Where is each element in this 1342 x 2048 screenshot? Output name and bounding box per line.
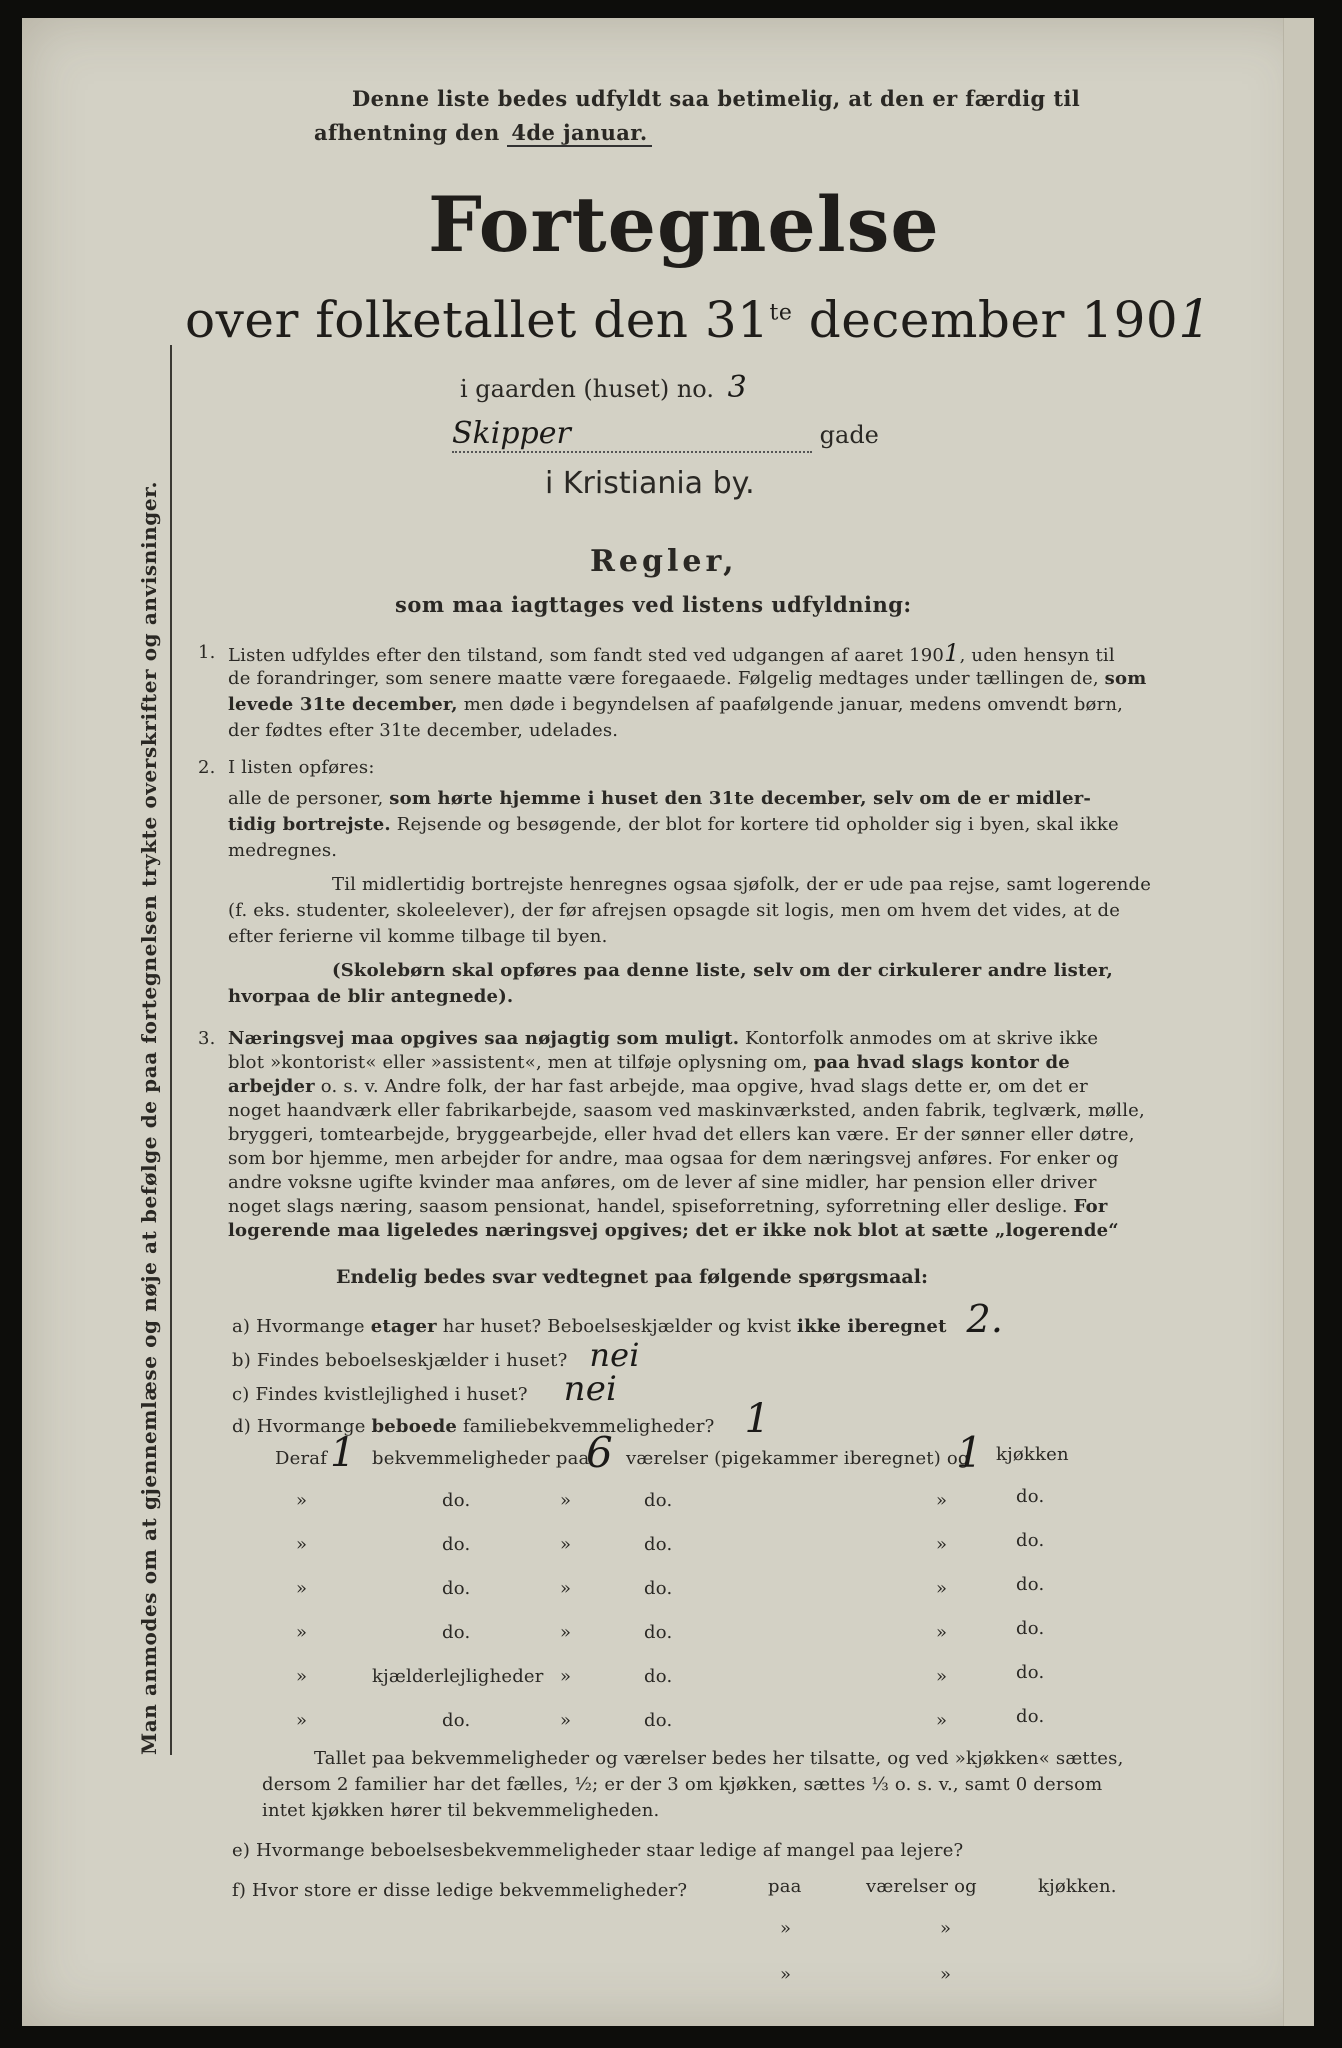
- rule-1-line-3-b: men døde i begyndelsen af paafølgende januar, medens omvendt børn,: [463, 694, 1124, 715]
- rule-3-line-5: bryggeri, tomtearbejde, bryggearbejde, eller hvad det ellers kan være. Er der sønner eller døtre,: [228, 1124, 1135, 1145]
- answer-b-hand: nei: [589, 1336, 640, 1374]
- house-number-hand: 3: [727, 370, 747, 405]
- questions-heading: Endelig bedes svar vedtegnet paa følgende spørgsmaal:: [336, 1266, 928, 1288]
- row-col-3: do.: [1016, 1530, 1045, 1551]
- note-line-2: dersom 2 familier har det fælles, ½; er der 3 om kjøkken, sættes ⅓ o. s. v., samt 0 dersom: [262, 1774, 1103, 1795]
- city-line: i Kristiania by.: [545, 466, 755, 501]
- subtitle-sup: te: [769, 300, 793, 326]
- row-quote-1: »: [296, 1490, 308, 1511]
- question-e: [232, 1838, 963, 1864]
- note-line-3: intet kjøkken hører til bekvemmeligheden.: [262, 1800, 660, 1821]
- rule-1-number: 1.: [198, 642, 216, 663]
- row-col-1: do.: [442, 1622, 471, 1643]
- deraf-row: [296, 1488, 1096, 1518]
- deraf-row: [296, 1708, 1096, 1738]
- rule-3-line-4: noget haandværk eller fabrikarbejde, saasom ved maskinværksted, anden fabrik, teglværk, mølle,: [228, 1100, 1145, 1121]
- rule-1-year-hand: 1: [944, 639, 960, 667]
- question-e-label: e): [232, 1840, 251, 1861]
- rules-heading: Regler,: [590, 544, 738, 579]
- question-d: [232, 1396, 771, 1442]
- deraf-row: [296, 1532, 1096, 1562]
- f-row-quote: »: [940, 1918, 952, 1939]
- row-col-3: do.: [1016, 1618, 1045, 1639]
- subtitle-prefix: over folketallet den 31: [185, 291, 770, 349]
- question-b-text: Findes beboelseskjælder i huset?: [256, 1350, 568, 1371]
- deraf-row: [296, 1576, 1096, 1606]
- row-col-2: do.: [644, 1622, 673, 1643]
- subtitle-suffix: december 190: [808, 291, 1179, 349]
- question-a-text-2: har huset? Beboelseskjælder og kvist: [442, 1316, 792, 1337]
- rule-3-line-1-b: Kontorfolk anmodes om at skrive ikke: [745, 1028, 1099, 1049]
- row-col-1: do.: [442, 1578, 471, 1599]
- deraf-col-2: værelser (pigekammer iberegnet) og: [626, 1448, 970, 1469]
- rule-3-number: 3.: [198, 1028, 216, 1049]
- question-d-label: d): [232, 1416, 251, 1437]
- row-col-1: do.: [442, 1534, 471, 1555]
- rule-2-line-2-bold: tidig bortrejste.: [228, 814, 391, 835]
- question-a-bold-2: ikke iberegnet: [797, 1316, 947, 1337]
- side-rule: [170, 345, 172, 1755]
- pickup-date: 4de januar.: [507, 120, 651, 147]
- rule-2-line-1: [228, 786, 1091, 812]
- note-line-1: Tallet paa bekvemmeligheder og værelser bedes her tilsatte, og ved »kjøkken« sættes,: [314, 1748, 1124, 1769]
- rule-1-line-1: [228, 640, 1144, 669]
- house-label: i gaarden (huset) no.: [460, 375, 714, 403]
- row-quote-1: »: [296, 1534, 308, 1555]
- question-a: [232, 1297, 1004, 1341]
- rule-3-line-8-bold: For: [1073, 1196, 1108, 1217]
- deraf-col-3: kjøkken: [996, 1444, 1069, 1465]
- row-col-2: do.: [644, 1666, 673, 1687]
- question-e-text: Hvormange beboelsesbekvemmeligheder staar ledige af mangel paa lejere?: [256, 1840, 964, 1861]
- rule-1-line-2-a: de forandringer, som senere maatte være foregaaede. Følgelig medtages under tællingen de,: [228, 668, 1099, 689]
- rule-1-line-2: [228, 666, 1146, 692]
- row-quote-2: »: [560, 1578, 572, 1599]
- rule-1-line-2-bold: som: [1104, 668, 1147, 689]
- rule-3-line-3-b: o. s. v. Andre folk, der har fast arbejde, maa opgive, hvad slags dette er, om det er: [320, 1076, 1088, 1097]
- notice-line-1: Denne liste bedes udfyldt saa betimelig, at den er færdig til: [352, 86, 1081, 111]
- deraf-row: [296, 1620, 1096, 1650]
- row-col-1: do.: [442, 1490, 471, 1511]
- row-col-1: kjælderlejligheder: [372, 1666, 544, 1687]
- row-col-3: do.: [1016, 1662, 1045, 1683]
- deraf-row: [296, 1664, 1096, 1694]
- side-instruction: Man anmodes om at gjennemlæse og nøje at befølge de paa fortegnelsen trykte overskrifter og anvisninger.: [137, 480, 161, 1755]
- rule-3-line-1: [228, 1026, 1098, 1052]
- question-d-text-2: familiebekvemmeligheder?: [462, 1416, 715, 1437]
- row-quote-2: »: [560, 1490, 572, 1511]
- question-c: [232, 1369, 618, 1409]
- rule-3-line-2: [228, 1050, 1070, 1076]
- row-quote-1: »: [296, 1666, 308, 1687]
- question-a-label: a): [232, 1316, 251, 1337]
- page-title: Fortegnelse: [428, 180, 940, 269]
- question-a-text-1: Hvormange: [256, 1316, 365, 1337]
- row-quote-3: »: [936, 1710, 948, 1731]
- rule-1-line-3: [228, 692, 1123, 718]
- row-col-2: do.: [644, 1578, 673, 1599]
- deraf-rows: [296, 1488, 1096, 1748]
- row-col-2: do.: [644, 1534, 673, 1555]
- question-f-col-2: værelser og: [866, 1876, 977, 1897]
- notice-line-2-prefix: afhentning den: [314, 120, 500, 145]
- page-edge: [1283, 18, 1314, 2026]
- street-line: [452, 416, 879, 453]
- row-quote-3: »: [936, 1578, 948, 1599]
- question-f: [232, 1878, 687, 1904]
- rule-2-p3-line-2: hvorpaa de blir antegnede).: [228, 986, 514, 1007]
- deraf-count-hand: 1: [330, 1430, 356, 1476]
- rule-2-line-1-a: alle de personer,: [228, 788, 384, 809]
- rule-1-line-3-bold: levede 31te december,: [228, 694, 458, 715]
- rule-2-line-3: medregnes.: [228, 840, 338, 861]
- rule-3-line-7: andre voksne ugifte kvinder maa anføres, om de lever af sine midler, har pension eller driver: [228, 1172, 1097, 1193]
- row-col-3: do.: [1016, 1706, 1045, 1727]
- rule-2-p2-line-1: Til midlertidig bortrejste henregnes ogsaa sjøfolk, der er ude paa rejse, samt logerende: [332, 874, 1152, 895]
- rule-3-line-3: [228, 1074, 1088, 1100]
- answer-c-hand: nei: [563, 1369, 618, 1409]
- row-quote-2: »: [560, 1710, 572, 1731]
- question-b-label: b): [232, 1350, 251, 1371]
- row-quote-1: »: [296, 1578, 308, 1599]
- rule-2-number: 2.: [198, 757, 216, 778]
- rule-1-line-1-a: Listen udfyldes efter den tilstand, som fandt sted ved udgangen af aaret 190: [228, 645, 945, 666]
- answer-a-hand: 2.: [966, 1297, 1004, 1341]
- rule-3-line-2-bold: paa hvad slags kontor de: [813, 1052, 1070, 1073]
- rule-2-line-1-bold: som hørte hjemme i huset den 31te december, selv om de er midler-: [389, 788, 1092, 809]
- subtitle-year-hand: 1: [1178, 290, 1212, 350]
- page-subtitle: [185, 290, 1212, 350]
- house-line: [460, 370, 747, 405]
- rule-3-line-6: som bor hjemme, men arbejder for andre, maa ogsaa for dem næringsvej anføres. For enker og: [228, 1148, 1119, 1169]
- rule-2-line-2-b: Rejsende og besøgende, der blot for kortere tid opholder sig i byen, skal ikke: [396, 814, 1119, 835]
- notice-line-2: [314, 120, 652, 145]
- rule-3-line-3-bold: arbejder: [228, 1076, 315, 1097]
- street-name-hand: Skipper: [452, 416, 812, 453]
- rule-2-p2-line-2: (f. eks. studenter, skoleelever), der før afrejsen opsagde sit logis, men om hvem det vides, at de: [228, 900, 1121, 921]
- rule-3-line-8-a: noget slags næring, saasom pensionat, handel, spiseforretning, syforretning eller deslige.: [228, 1196, 1068, 1217]
- row-quote-2: »: [560, 1534, 572, 1555]
- question-a-bold-1: etager: [370, 1316, 437, 1337]
- question-f-label: f): [232, 1880, 247, 1901]
- rule-2-line-2: [228, 812, 1119, 838]
- rule-1-line-1-b: , uden hensyn til: [959, 645, 1115, 666]
- row-quote-3: »: [936, 1666, 948, 1687]
- rule-2-p2-line-3: efter ferierne vil komme tilbage til byen.: [228, 926, 608, 947]
- row-quote-1: »: [296, 1710, 308, 1731]
- row-col-2: do.: [644, 1490, 673, 1511]
- row-quote-1: »: [296, 1622, 308, 1643]
- question-d-text-1: Hvormange: [256, 1416, 366, 1437]
- row-quote-3: »: [936, 1490, 948, 1511]
- row-col-3: do.: [1016, 1574, 1045, 1595]
- rule-3-line-2-a: blot »kontorist« eller »assistent«, men at tilføje oplysning om,: [228, 1052, 808, 1073]
- row-col-1: do.: [442, 1710, 471, 1731]
- street-suffix: gade: [819, 421, 879, 449]
- row-col-2: do.: [644, 1710, 673, 1731]
- rule-3-line-9: logerende maa ligeledes næringsvej opgives; det er ikke nok blot at sætte „logerende“: [228, 1220, 1119, 1241]
- f-row-quote: »: [780, 1918, 792, 1939]
- row-col-3: do.: [1016, 1486, 1045, 1507]
- row-quote-3: »: [936, 1622, 948, 1643]
- question-c-text: Findes kvistlejlighed i huset?: [255, 1384, 528, 1405]
- f-row-quote: »: [780, 1964, 792, 1985]
- rule-2-p3-line-1: (Skolebørn skal opføres paa denne liste, selv om der cirkulerer andre lister,: [332, 960, 1114, 981]
- rule-2-intro: I listen opføres:: [228, 757, 375, 778]
- rule-3-line-8: [228, 1194, 1108, 1220]
- deraf-rooms-hand: 6: [586, 1428, 613, 1477]
- rule-1-line-4: der fødtes efter 31te december, udelades.: [228, 720, 619, 741]
- rules-subheading: som maa iagttages ved listens udfyldning:: [395, 592, 912, 617]
- question-f-text: Hvor store er disse ledige bekvemmeligheder?: [252, 1880, 688, 1901]
- deraf-col-1: bekvemmeligheder paa: [372, 1448, 590, 1469]
- row-quote-2: »: [560, 1622, 572, 1643]
- deraf-kitchens-hand: 1: [956, 1428, 983, 1477]
- question-c-label: c): [232, 1384, 250, 1405]
- row-quote-2: »: [560, 1666, 572, 1687]
- f-row-quote: »: [940, 1964, 952, 1985]
- question-f-col-3: kjøkken.: [1038, 1876, 1117, 1897]
- question-d-bold: beboede: [371, 1416, 458, 1437]
- row-quote-3: »: [936, 1534, 948, 1555]
- deraf-label: Deraf: [275, 1448, 328, 1469]
- answer-d-hand: 1: [744, 1396, 771, 1442]
- question-f-col-1: paa: [768, 1876, 802, 1897]
- rule-3-line-1-bold: Næringsvej maa opgives saa nøjagtig som muligt.: [228, 1028, 740, 1049]
